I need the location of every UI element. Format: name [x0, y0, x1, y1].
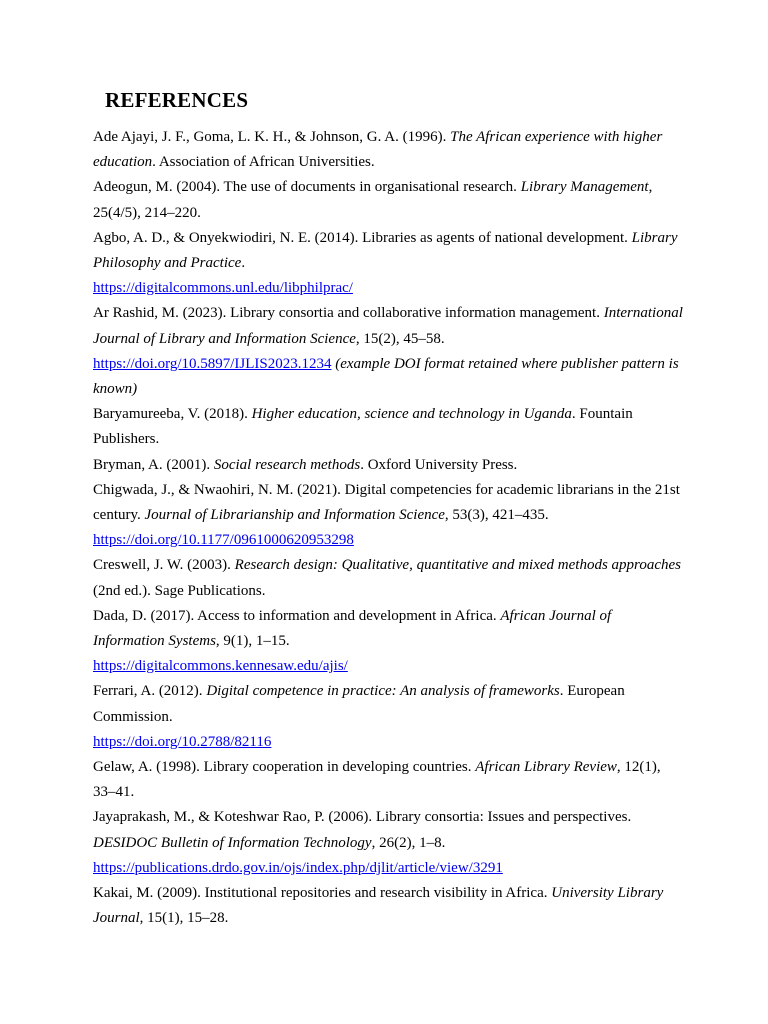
reference-entry [93, 679, 683, 755]
reference-entry [93, 125, 683, 175]
reference-link[interactable]: https://doi.org/10.1177/0961000620953298 [93, 532, 354, 549]
reference-entry [93, 881, 683, 931]
reference-text: . European Commission. [93, 683, 625, 725]
reference-text: Bryman, A. (2001). [93, 456, 214, 473]
reference-italic-text: Digital competence in practice: An analysis of frameworks [206, 683, 560, 700]
reference-text: , 9(1), 1–15. [215, 633, 290, 650]
reference-italic-text: Higher education, science and technology in Uganda [251, 406, 572, 423]
reference-text: , 12(1), 33–41. [93, 759, 661, 801]
reference-italic-text: Journal of Librarianship and Information Science [144, 507, 445, 524]
reference-italic-text: University Library Journal [93, 885, 664, 927]
reference-italic-text: Library Management [520, 179, 649, 196]
reference-link[interactable]: https://doi.org/10.2788/82116 [93, 733, 272, 750]
reference-text: Ar Rashid, M. (2023). Library consortia and collaborative information management. [93, 305, 604, 322]
reference-text: , 15(2), 45–58. [355, 330, 445, 347]
reference-text: Creswell, J. W. (2003). [93, 557, 235, 574]
reference-text: Dada, D. (2017). Access to information and development in Africa. [93, 607, 501, 624]
reference-italic-text: Research design: Qualitative, quantitative and mixed methods approaches [234, 557, 681, 574]
reference-entry [93, 604, 683, 680]
reference-link[interactable]: https://publications.drdo.gov.in/ojs/index.php/djlit/article/view/3291 [93, 859, 503, 876]
reference-link[interactable]: https://doi.org/10.5897/IJLIS2023.1234 [93, 355, 332, 372]
reference-text: . Fountain Publishers. [93, 406, 633, 448]
reference-italic-text: International Journal of Library and Information Science [93, 305, 683, 347]
reference-entry [93, 553, 683, 603]
reference-link[interactable]: https://digitalcommons.unl.edu/libphilprac/ [93, 280, 353, 297]
reference-entry [93, 453, 683, 478]
reference-entry [93, 402, 683, 452]
reference-text: Ferrari, A. (2012). [93, 683, 207, 700]
page-title: REFERENCES [105, 88, 249, 112]
reference-text: Agbo, A. D., & Onyekwiodiri, N. E. (2014). Libraries as agents of national development. [93, 229, 632, 246]
reference-text: Jayaprakash, M., & Koteshwar Rao, P. (2006). Library consortia: Issues and perspectives. [93, 809, 632, 826]
reference-text: . [241, 255, 246, 272]
reference-italic-text: DESIDOC Bulletin of Information Technology [93, 834, 372, 851]
reference-italic-text: Library Philosophy and Practice [93, 229, 678, 272]
reference-entry [93, 175, 683, 225]
reference-text: , 15(1), 15–28. [139, 910, 229, 927]
reference-text: Gelaw, A. (1998). Library cooperation in developing countries. [93, 759, 476, 776]
reference-text: , 53(3), 421–435. [444, 507, 549, 524]
reference-text: Baryamureeba, V. (2018). [93, 406, 252, 423]
reference-list [93, 125, 683, 932]
reference-text: . Association of African Universities. [152, 154, 375, 171]
reference-italic-text: The African experience with higher education [93, 129, 663, 171]
reference-italic-text: Social research methods [213, 456, 361, 473]
reference-entry [93, 805, 683, 881]
reference-italic-text: African Journal of Information Systems [93, 607, 612, 650]
reference-text: Chigwada, J., & Nwaohiri, N. M. (2021). Digital competencies for academic librarians in the 21st century. [93, 481, 680, 524]
reference-entry [93, 301, 683, 402]
reference-entry [93, 755, 683, 805]
reference-italic-text: African Library Review [475, 759, 617, 776]
reference-entry [93, 226, 683, 302]
reference-link[interactable]: https://digitalcommons.kennesaw.edu/ajis/ [93, 658, 348, 675]
reference-entry [93, 478, 683, 554]
reference-text: . Oxford University Press. [360, 456, 518, 473]
reference-text: Ade Ajayi, J. F., Goma, L. K. H., & Johnson, G. A. (1996). [93, 129, 451, 145]
reference-text: (2nd ed.). Sage Publications. [93, 582, 266, 599]
reference-italic-text: (example DOI format retained where publisher pattern is known) [93, 355, 679, 398]
reference-text: Kakai, M. (2009). Institutional repositories and research visibility in Africa. [93, 885, 552, 902]
reference-text: , 25(4/5), 214–220. [93, 179, 653, 221]
reference-text: Adeogun, M. (2004). The use of documents in organisational research. [93, 179, 521, 196]
reference-text: , 26(2), 1–8. [371, 834, 446, 851]
